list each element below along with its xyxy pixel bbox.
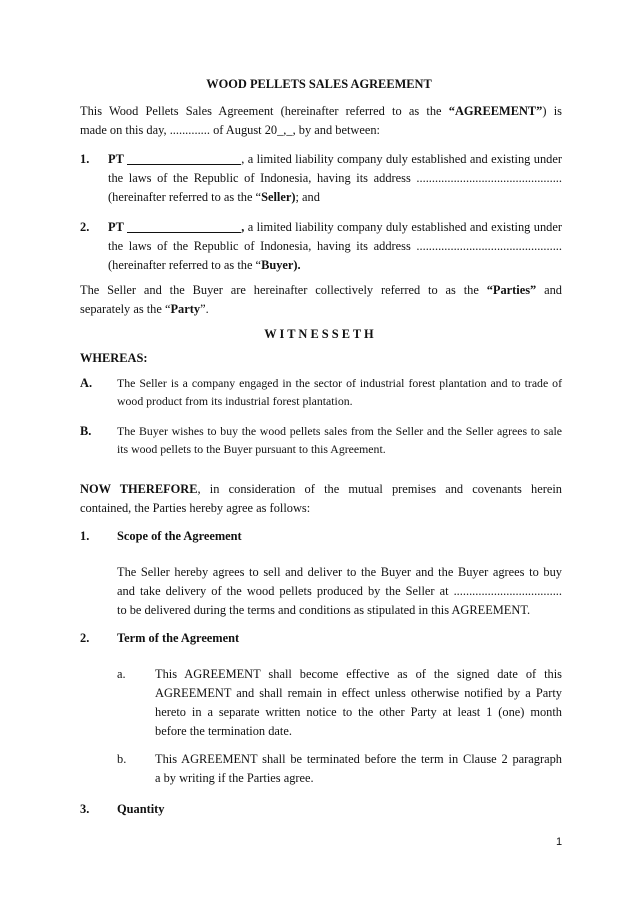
clause-2-b-label: b. bbox=[117, 752, 127, 766]
party-1-line-3: (hereinafter referred to as the “Seller); and bbox=[108, 190, 320, 204]
clause-2-heading: Term of the Agreement bbox=[117, 631, 240, 645]
clause-2-a-line-4: before the termination date. bbox=[155, 724, 292, 738]
witnesseth-heading: W I T N E S S E T H bbox=[264, 327, 374, 341]
party-2-number: 2. bbox=[80, 220, 90, 234]
party-1-line-2: the laws of the Republic of Indonesia, having its address ............................................... bbox=[108, 171, 562, 185]
recital-a-line-2: wood product from its industrial forest plantation. bbox=[117, 394, 353, 408]
party-1-line-1: PT , a limited liability company duly established and existing under bbox=[108, 152, 562, 166]
clause-2-number: 2. bbox=[80, 631, 90, 645]
party-1-number: 1. bbox=[80, 152, 90, 166]
clause-1-line-2: and take delivery of the wood pellets produced by the Seller at ................................... bbox=[117, 584, 562, 598]
clause-2-b-line-1: This AGREEMENT shall be terminated before the term in Clause 2 paragraph bbox=[155, 752, 562, 766]
clause-2-a-line-2: AGREEMENT and shall remain in effect unless otherwise notified by a Party bbox=[155, 686, 562, 700]
clause-1-line-3: to be delivered during the terms and conditions as stipulated in this AGREEMENT. bbox=[117, 603, 531, 617]
recital-b-line-1: The Buyer wishes to buy the wood pellets sales from the Seller and the Seller agrees to sale bbox=[117, 424, 562, 438]
party-2-line-3: (hereinafter referred to as the “Buyer). bbox=[108, 258, 301, 272]
clause-1-heading: Scope of the Agreement bbox=[117, 529, 242, 543]
parties-line-1: The Seller and the Buyer are hereinafter collectively referred to as the “Parties” and bbox=[80, 283, 563, 297]
document-title: WOOD PELLETS SALES AGREEMENT bbox=[206, 77, 432, 91]
clause-2-a-line-3: hereto in a separate written notice to the other Party at least 1 (one) month bbox=[155, 705, 562, 719]
recital-a-line-1: The Seller is a company engaged in the sector of industrial forest plantation and to trade of bbox=[117, 376, 562, 390]
clause-2-a-label: a. bbox=[117, 667, 126, 681]
whereas-heading: WHEREAS: bbox=[80, 351, 148, 365]
clause-2-b-line-2: a by writing if the Parties agree. bbox=[155, 771, 314, 785]
intro-line-2: made on this day, ............. of August 20_,_, by and between: bbox=[80, 123, 380, 137]
now-therefore-line-2: contained, the Parties hereby agree as follows: bbox=[80, 501, 311, 515]
clause-3-heading: Quantity bbox=[117, 802, 165, 816]
clause-2-a-line-1: This AGREEMENT shall become effective as of the signed date of this bbox=[155, 667, 562, 681]
party-2-name-blank bbox=[127, 219, 241, 233]
recital-b-line-2: its wood pellets to the Buyer pursuant to this Agreement. bbox=[117, 442, 386, 456]
now-therefore-line-1: NOW THEREFORE, in consideration of the mutual premises and covenants herein bbox=[80, 482, 562, 496]
clause-1-line-1: The Seller hereby agrees to sell and deliver to the Buyer and the Buyer agrees to buy bbox=[117, 565, 562, 579]
recital-a-label: A. bbox=[80, 376, 93, 390]
party-1-name-blank bbox=[127, 151, 241, 165]
intro-line-1: This Wood Pellets Sales Agreement (hereinafter referred to as the “AGREEMENT”) is bbox=[80, 104, 562, 118]
clause-1-number: 1. bbox=[80, 529, 90, 543]
recital-b-label: B. bbox=[80, 424, 92, 438]
party-2-line-1: PT , a limited liability company duly established and existing under bbox=[108, 220, 562, 234]
party-2-line-2: the laws of the Republic of Indonesia, having its address ............................................... bbox=[108, 239, 562, 253]
page-number: 1 bbox=[556, 836, 563, 848]
parties-line-2: separately as the “Party”. bbox=[80, 302, 209, 316]
clause-3-number: 3. bbox=[80, 802, 90, 816]
